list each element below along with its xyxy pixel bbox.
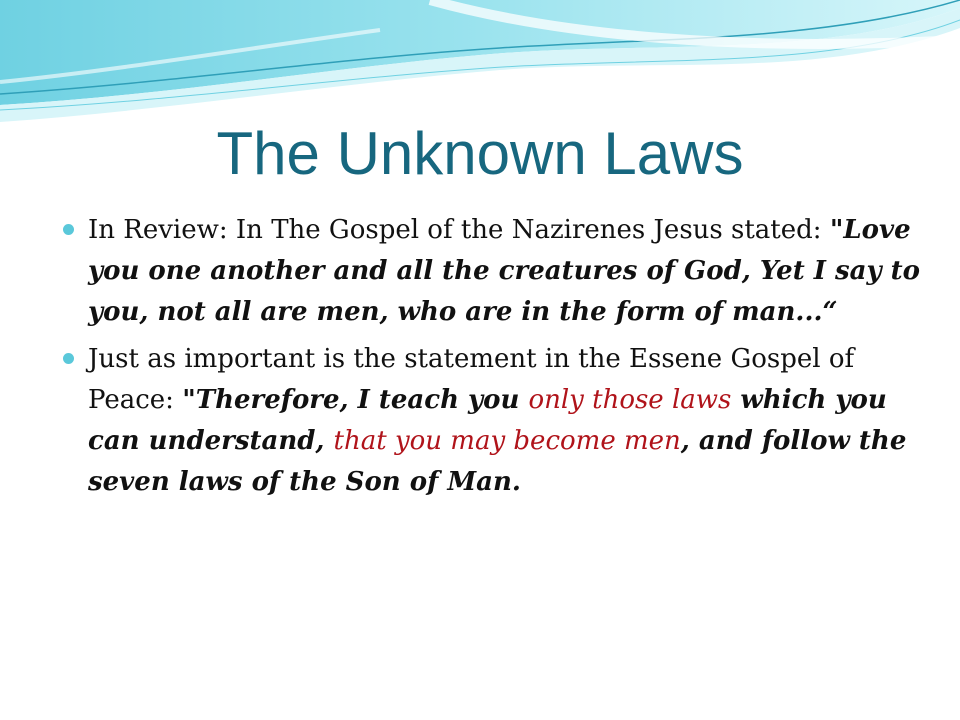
emphasis-text: only those laws [528, 385, 732, 415]
emphasis-text: that you may become men [333, 426, 681, 456]
bullet-dot-icon [63, 353, 74, 364]
bullet-list [60, 210, 920, 509]
bullet-item [60, 339, 920, 503]
bullet-text: In Review: In The Gospel of the Nazirenes Jesus stated: [88, 215, 830, 245]
slide-title: The Unknown Laws [216, 120, 744, 187]
quote-text: which you can understand, [88, 385, 887, 456]
quote-text: "Love you one another and all the creatures of God, Yet I say to you, not all are men, who are in the form of man...“ [88, 215, 920, 327]
quote-text: , and follow the seven laws of the Son of Man. [88, 426, 907, 497]
bullet-dot-icon [63, 224, 74, 235]
bullet-item [60, 210, 920, 333]
quote-text: "Therefore, I teach you [182, 385, 529, 415]
wave-header-decoration [0, 0, 960, 130]
bullet-text: Just as important is the statement in the Essene Gospel of Peace: [88, 344, 855, 415]
